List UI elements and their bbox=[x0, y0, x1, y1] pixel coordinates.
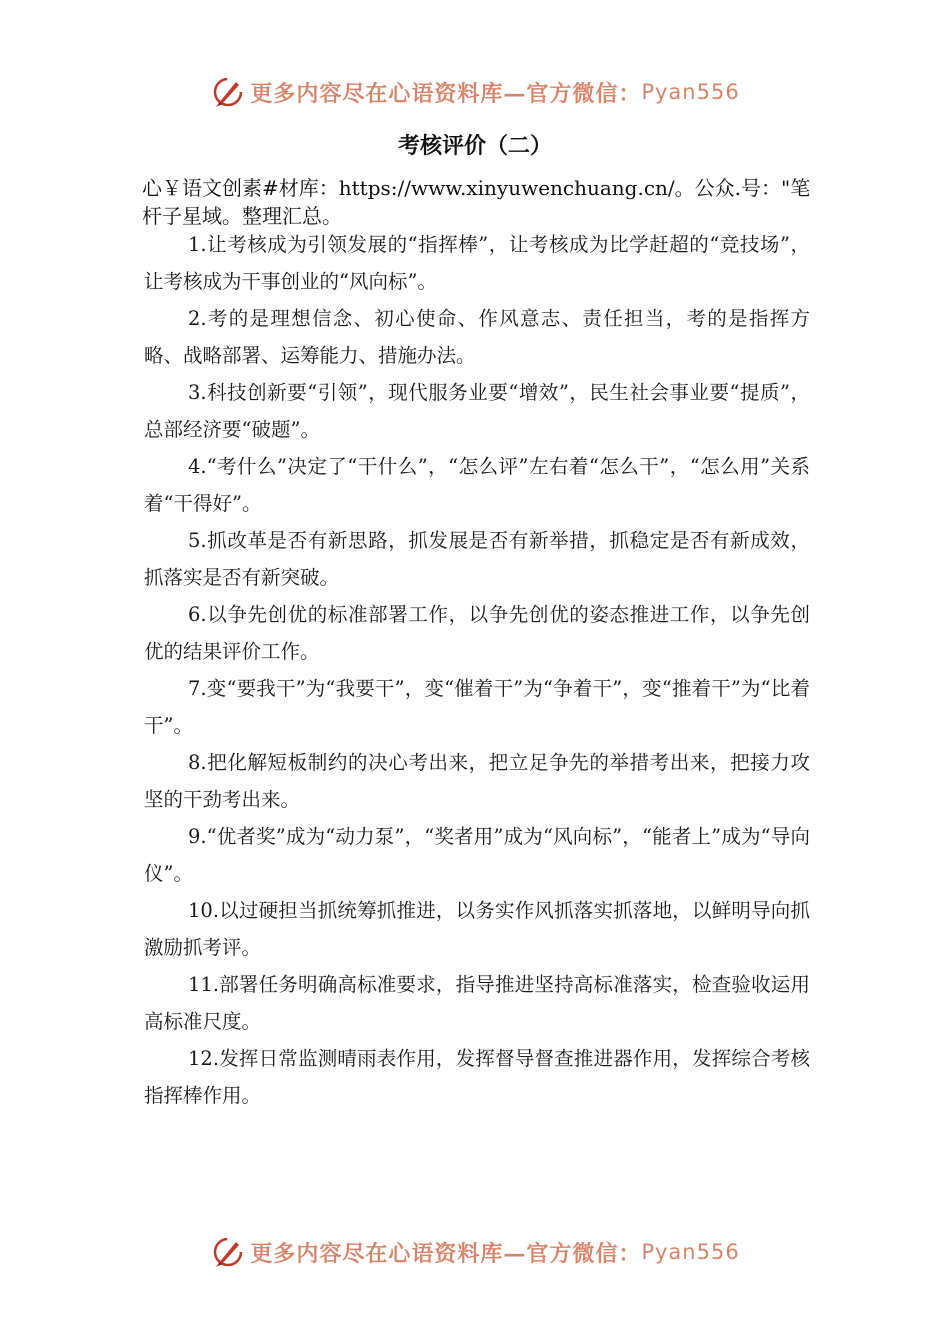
document-title: 考核评价（二） bbox=[397, 134, 552, 159]
list-item: 9.“优者奖”成为“动力泵”，“奖者用”成为“风向标”，“能者上”成为“导向仪”。 bbox=[144, 825, 810, 885]
list-item: 5.抓改革是否有新思路，抓发展是否有新举措，抓稳定是否有新成效，抓落实是否有新突破。 bbox=[144, 529, 810, 589]
pen-circle-logo-icon bbox=[210, 1234, 246, 1270]
banner-text: 更多内容尽在心语资料库—官方微信： bbox=[250, 1240, 642, 1267]
list-item: 10.以过硬担当抓统筹抓推进，以务实作风抓落实抓落地，以鲜明导向抓激励抓考评。 bbox=[144, 899, 810, 959]
list-item: 8.把化解短板制约的决心考出来，把立足争先的举措考出来，把接力攻坚的干劲考出来。 bbox=[144, 751, 810, 811]
list-item: 4.“考什么”决定了“干什么”，“怎么评”左右着“怎么干”，“怎么用”关系着“干得好”。 bbox=[144, 455, 810, 515]
header-watermark-banner bbox=[0, 72, 950, 112]
list-item: 12.发挥日常监测晴雨表作用，发挥督导督查推进器作用，发挥综合考核指挥棒作用。 bbox=[144, 1047, 810, 1107]
list-item: 7.变“要我干”为“我要干”，变“催着干”为“争着干”，变“推着干”为“比着干”。 bbox=[144, 677, 810, 737]
item-list bbox=[144, 226, 810, 1114]
source-note: 心￥语文创素#材库：https://www.xinyuwenchuang.cn/。公众.号："笔杆子星域。整理汇总。 bbox=[142, 176, 811, 228]
footer-watermark-banner bbox=[0, 1232, 950, 1272]
banner-text: 更多内容尽在心语资料库—官方微信： bbox=[250, 80, 642, 107]
list-item: 6.以争先创优的标准部署工作，以争先创优的姿态推进工作，以争先创优的结果评价工作。 bbox=[144, 603, 810, 663]
banner-wechat-code: Pyan556 bbox=[641, 1240, 740, 1264]
list-item: 2.考的是理想信念、初心使命、作风意志、责任担当，考的是指挥方略、战略部署、运筹能力、措施办法。 bbox=[144, 307, 810, 367]
list-item: 11.部署任务明确高标准要求，指导推进坚持高标准落实，检查验收运用高标准尺度。 bbox=[144, 973, 810, 1033]
list-item: 3.科技创新要“引领”，现代服务业要“增效”，民生社会事业要“提质”，总部经济要“破题”。 bbox=[144, 381, 810, 441]
banner-wechat-code: Pyan556 bbox=[641, 80, 740, 104]
list-item: 1.让考核成为引领发展的“指挥棒”，让考核成为比学赶超的“竞技场”，让考核成为干事创业的“风向标”。 bbox=[144, 233, 810, 293]
pen-circle-logo-icon bbox=[210, 74, 246, 110]
